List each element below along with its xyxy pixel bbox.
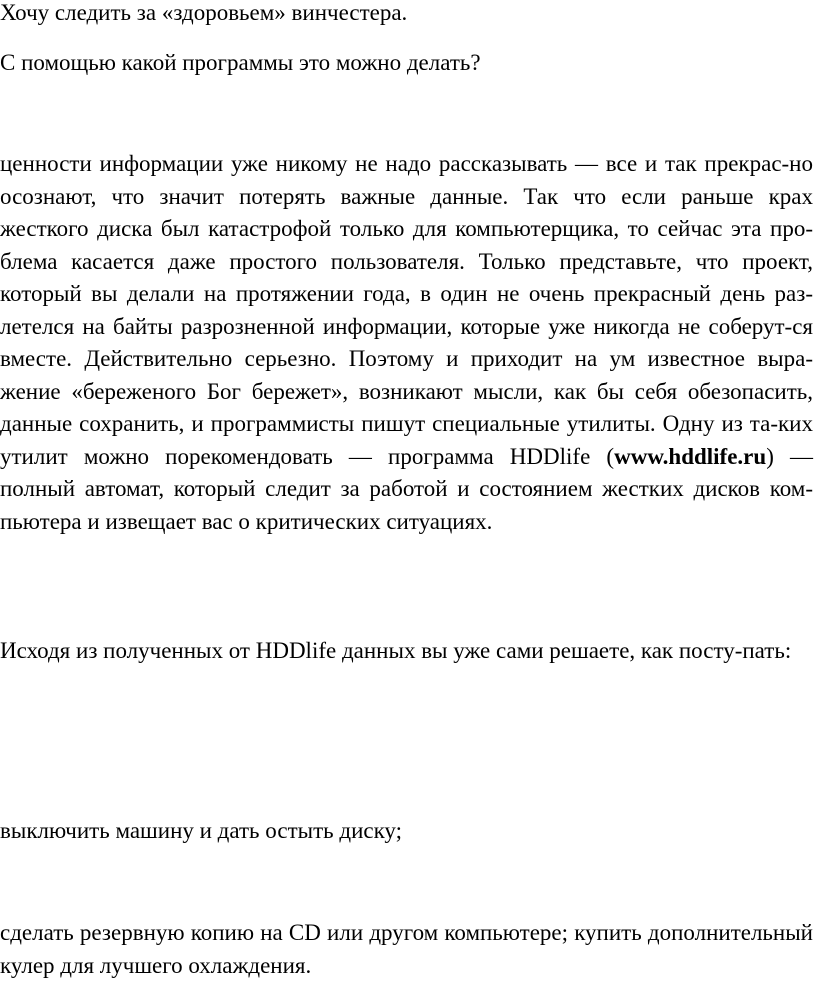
paragraph-text-before: ценности информации уже никому не надо рассказывать — все и так прекрас-но осознают, что значит потерять важные данные. Так что если раньше крах жесткого диска был катастрофой только для компьютерщика, то сейчас эта про-блема касается даже простого пользователя. Только представьте, что проект, который вы делали на протяжении года, в один не очень прекрасный день раз-летелся на байты разрозненной информации, которые уже никогда не соберут-ся вместе. Действительно серьезно. Поэтому и приходит на ум известное выра-жение «береженого Бог бережет», возникают мысли, как бы себя обезопасить, данные сохранить, и программисты пишут специальные утилиты. Одну из та-ких утилит можно порекомендовать — программа HDDlife ( xyxy=(0,151,813,469)
question-line-1: Хочу следить за «здоровьем» винчестера. xyxy=(0,0,408,25)
list-item-backup: сделать резервную копию на CD или другом компьютере; купить дополнительный кулер для лучшего охлаждения. xyxy=(0,920,813,978)
list-item-cool-down: выключить машину и дать остыть диску; xyxy=(0,818,403,843)
paragraph-text-after: ) — полный автомат, который следит за работой и состоянием жестких дисков ком-пьютера и извещает вас о критических ситуациях. xyxy=(0,443,813,534)
paragraph-hddlife-intro xyxy=(0,148,813,538)
website-link: www.hddlife.ru xyxy=(614,443,767,469)
paragraph-decisions: Исходя из полученных от HDDlife данных вы уже сами решаете, как посту-пать: xyxy=(0,638,792,663)
question-line-2: С помощью какой программы это можно делать? xyxy=(0,50,481,75)
